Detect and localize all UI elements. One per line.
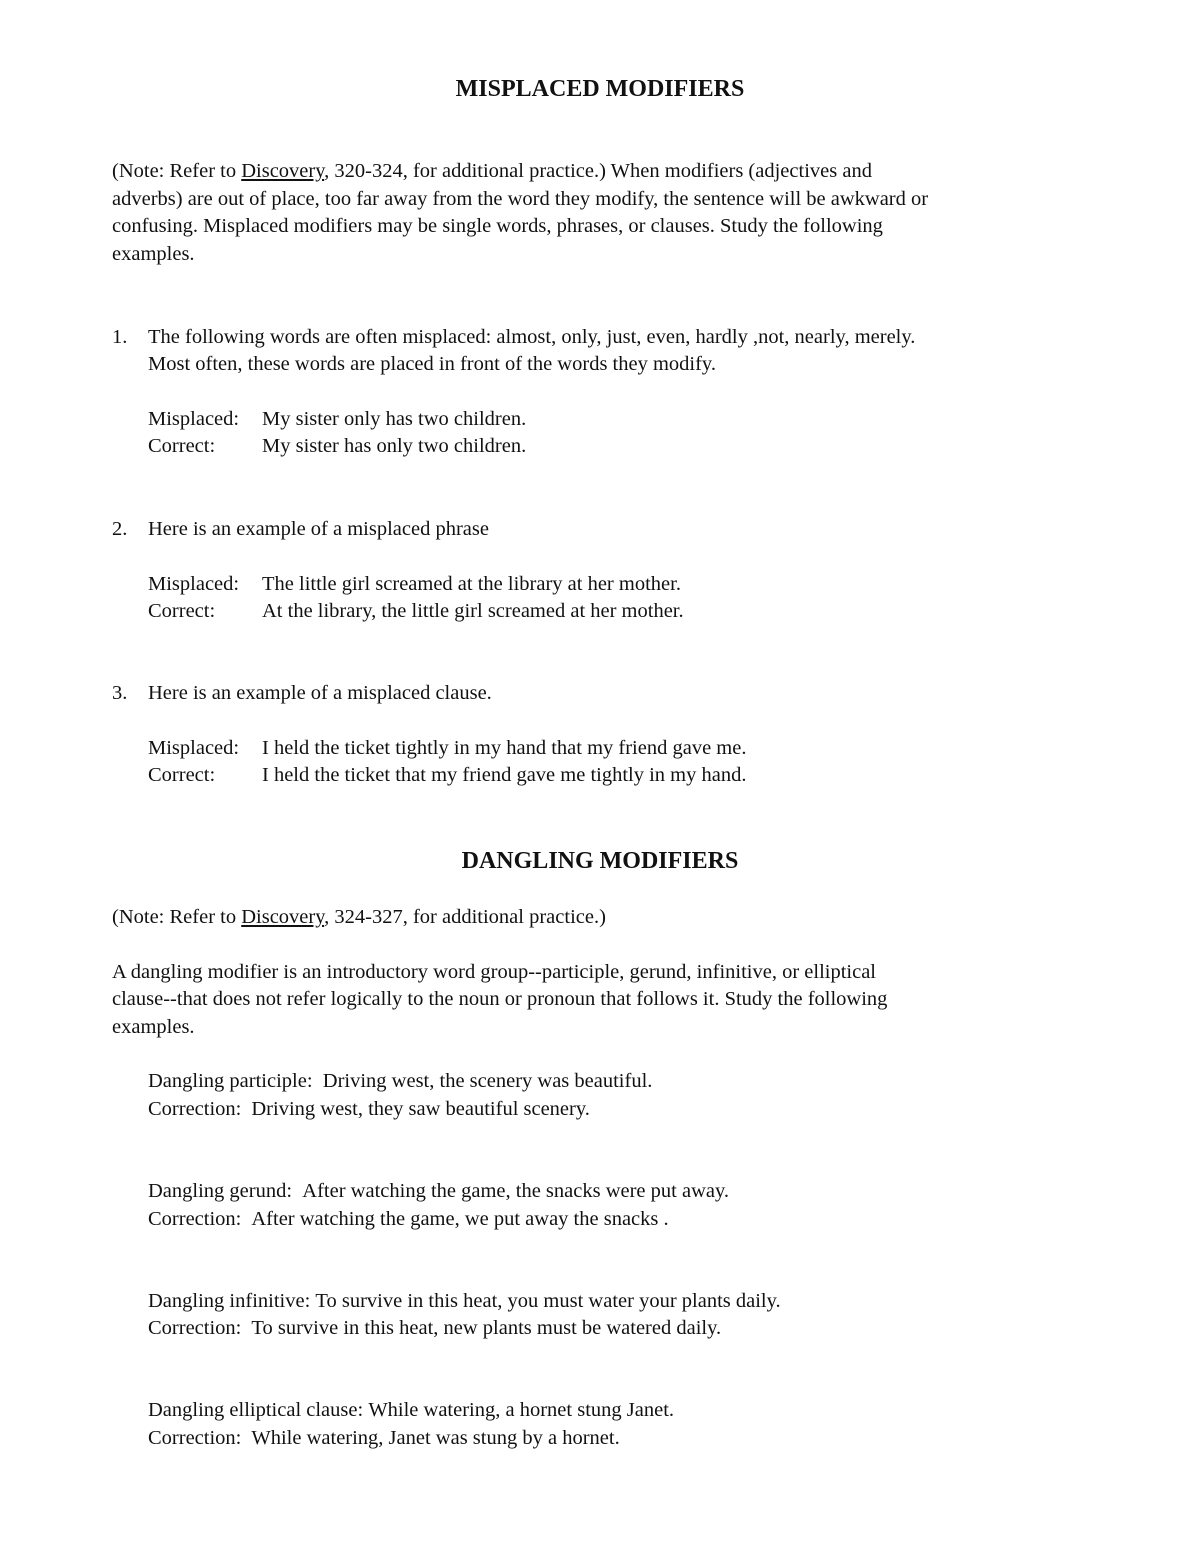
dangling-note xyxy=(112,904,606,932)
example-text: At the library, the little girl screamed at her mother. xyxy=(262,600,684,622)
example-label: Misplaced: xyxy=(148,737,240,759)
dangling-intro-line-1: A dangling modifier is an introductory word group--participle, gerund, infinitive, or elliptical xyxy=(112,961,877,983)
example-text: I held the ticket tightly in my hand that my friend gave me. xyxy=(262,737,747,759)
example-correct xyxy=(148,433,526,461)
list-item-text: Here is an example of a misplaced clause. xyxy=(148,682,492,704)
misplaced-intro-line-4: examples. xyxy=(112,243,195,265)
correction-label: Correction: xyxy=(148,1427,242,1449)
dangling-label: Dangling infinitive: xyxy=(148,1290,311,1312)
example-correct xyxy=(148,598,684,626)
example-label: Misplaced: xyxy=(148,573,240,595)
correction-text: While watering, Janet was stung by a hornet. xyxy=(251,1427,620,1449)
list-item-3 xyxy=(112,680,492,708)
dangling-title: DANGLING MODIFIERS xyxy=(461,848,739,874)
list-number: 3. xyxy=(112,682,128,704)
dangling-example xyxy=(148,1288,781,1316)
correction-text: To survive in this heat, new plants must be watered daily. xyxy=(251,1317,722,1339)
example-text: My sister only has two children. xyxy=(262,408,527,430)
correction-text: After watching the game, we put away the snacks . xyxy=(251,1208,669,1230)
misplaced-intro-line-1 xyxy=(112,158,872,186)
dangling-text: After watching the game, the snacks were put away. xyxy=(302,1180,730,1202)
dangling-correction xyxy=(148,1315,721,1343)
note-prefix: (Note: Refer to xyxy=(112,906,242,928)
list-item-text: Here is an example of a misplaced phrase xyxy=(148,518,489,540)
correction-label: Correction: xyxy=(148,1317,242,1339)
list-item-text: The following words are often misplaced: almost, only, just, even, hardly ,not, nearly, merely. xyxy=(148,326,916,348)
dangling-example xyxy=(148,1068,652,1096)
list-item-1-continued: Most often, these words are placed in front of the words they modify. xyxy=(148,353,716,375)
list-number: 2. xyxy=(112,518,128,540)
dangling-correction xyxy=(148,1206,669,1234)
intro-suffix: , 320-324, for additional practice.) When modifiers (adjectives and xyxy=(324,160,872,182)
list-number: 1. xyxy=(112,326,128,348)
example-misplaced xyxy=(148,735,746,763)
dangling-example xyxy=(148,1397,674,1425)
misplaced-intro-line-2: adverbs) are out of place, too far away from the word they modify, the sentence will be awkward or xyxy=(112,188,929,210)
list-item-1 xyxy=(112,324,915,352)
example-text: I held the ticket that my friend gave me tightly in my hand. xyxy=(262,764,747,786)
dangling-intro-line-3: examples. xyxy=(112,1016,195,1038)
example-label: Misplaced: xyxy=(148,408,240,430)
dangling-label: Dangling participle: xyxy=(148,1070,313,1092)
correction-label: Correction: xyxy=(148,1098,242,1120)
example-label: Correct: xyxy=(148,764,216,786)
dangling-correction xyxy=(148,1425,620,1453)
dangling-text: To survive in this heat, you must water your plants daily. xyxy=(315,1290,781,1312)
correction-label: Correction: xyxy=(148,1208,242,1230)
dangling-correction xyxy=(148,1096,590,1124)
book-title: Discovery xyxy=(241,160,325,182)
intro-prefix: (Note: Refer to xyxy=(112,160,242,182)
dangling-intro-line-2: clause--that does not refer logically to the noun or pronoun that follows it. Study the following xyxy=(112,988,888,1010)
dangling-text: Driving west, the scenery was beautiful. xyxy=(322,1070,653,1092)
misplaced-intro-line-3: confusing. Misplaced modifiers may be single words, phrases, or clauses. Study the following xyxy=(112,215,883,237)
dangling-example xyxy=(148,1178,729,1206)
example-text: The little girl screamed at the library at her mother. xyxy=(262,573,681,595)
book-title: Discovery xyxy=(241,906,325,928)
list-item-2 xyxy=(112,516,489,544)
example-label: Correct: xyxy=(148,435,216,457)
misplaced-title: MISPLACED MODIFIERS xyxy=(455,76,745,102)
dangling-label: Dangling gerund: xyxy=(148,1180,293,1202)
note-suffix: , 324-327, for additional practice.) xyxy=(324,906,606,928)
dangling-text: While watering, a hornet stung Janet. xyxy=(368,1399,675,1421)
example-correct xyxy=(148,762,746,790)
dangling-label: Dangling elliptical clause: xyxy=(148,1399,364,1421)
example-label: Correct: xyxy=(148,600,216,622)
example-misplaced xyxy=(148,406,526,434)
correction-text: Driving west, they saw beautiful scenery. xyxy=(251,1098,590,1120)
example-misplaced xyxy=(148,571,681,599)
example-text: My sister has only two children. xyxy=(262,435,527,457)
